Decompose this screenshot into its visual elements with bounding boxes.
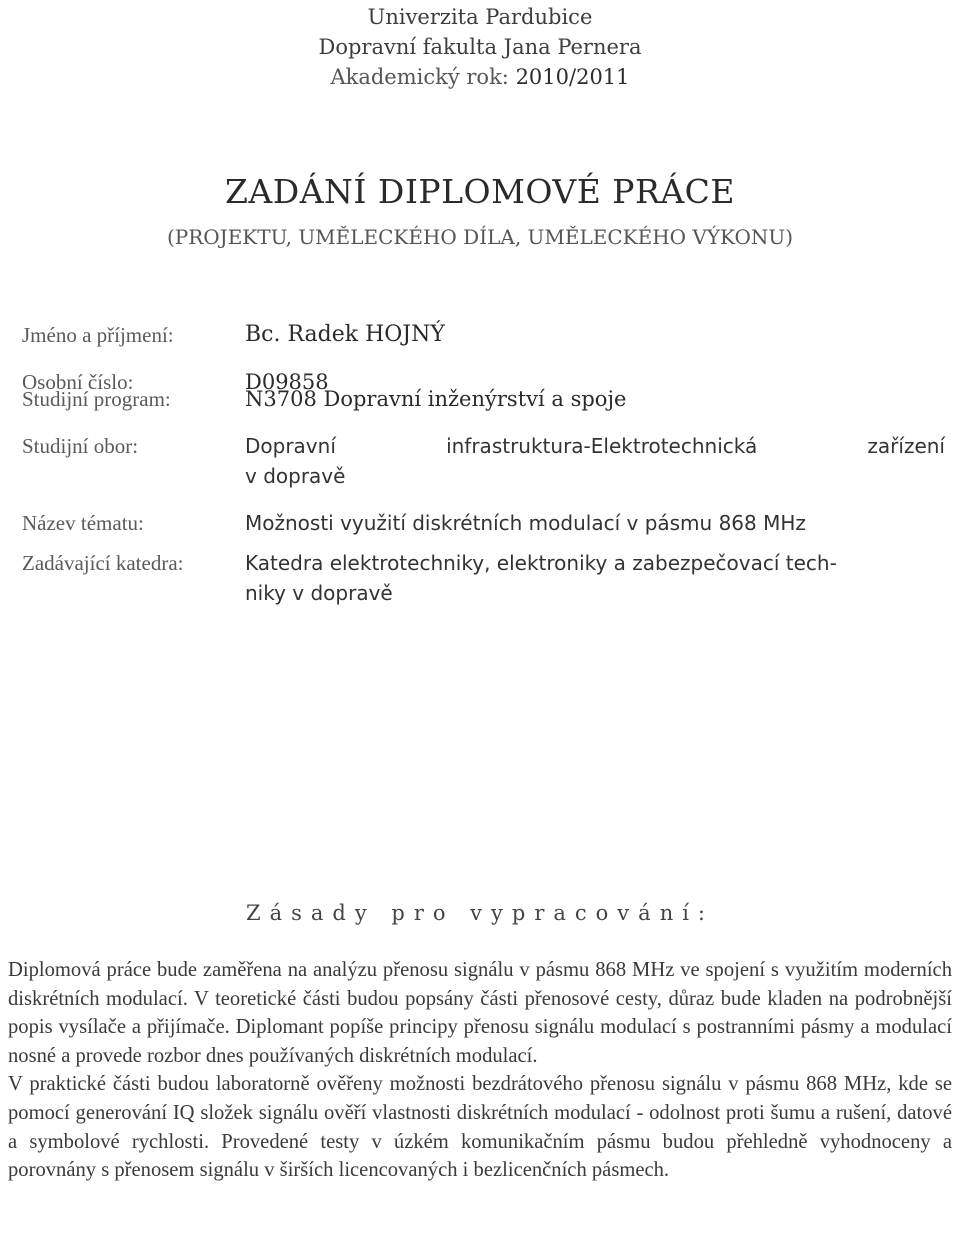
field-id-value: D09858 — [245, 370, 329, 394]
field-id-label: Osobní číslo: — [22, 370, 134, 394]
document-subtitle: (PROJEKTU, UMĚLECKÉHO DÍLA, UMĚLECKÉHO VÝKONU) — [166, 225, 794, 249]
field-obor-line2: v dopravě — [245, 464, 346, 488]
document-title: ZADÁNÍ DIPLOMOVÉ PRÁCE — [224, 172, 735, 211]
guidelines-paragraph-2: V praktické části budou laboratorně ověřeny možnosti bezdrátového přenosu signálu v pásmu 868 MHz, kde se pomocí generování IQ složek signálu ověří vlastnosti diskrétních modulací - odolnost proti šumu a rušení, datové a symbolové rychlosti. Provedené testy v úzkém komunikačním pásmu budou přehledně vyhodnoceny a porovnány s přenosem signálu v širších licencovaných i bezlicenčních pásmech. — [8, 1073, 952, 1182]
field-department-label: Zadávající katedra: — [22, 551, 184, 575]
field-name-label: Jméno a příjmení: — [22, 323, 174, 347]
guidelines-text — [8, 956, 952, 1185]
field-obor-line1 — [245, 431, 945, 461]
university-name: Univerzita Pardubice — [367, 5, 593, 29]
field-program-value: N3708 Dopravní inženýrství a spoje — [245, 387, 627, 411]
field-department-line1: Katedra elektrotechniky, elektroniky a zabezpečovací tech- — [245, 551, 837, 575]
field-topic-value: Možnosti využití diskrétních modulací v pásmu 868 MHz — [245, 511, 806, 535]
field-name-value: Bc. Radek HOJNÝ — [245, 322, 445, 347]
field-obor-word3: zařízení — [867, 434, 945, 458]
guidelines-paragraph-1: Diplomová práce bude zaměřena na analýzu přenosu signálu v pásmu 868 MHz ve spojení s využitím moderních diskrétních modulací. V teoretické části budou popsány části přenosové cesty, důraz bude kladen na podrobnější popis vysílače a přijímače. Diplomant popíše principy přenosu signálu modulací s postranními pásmy a modulací nosné a provede rozbor dnes používaných diskrétních modulací. — [8, 959, 952, 1067]
guidelines-heading: Zásady pro vypracování: — [245, 901, 715, 925]
field-program-label: Studijní program: — [22, 387, 171, 411]
field-topic-label: Název tématu: — [22, 511, 144, 535]
field-department-value — [245, 548, 945, 608]
faculty-name: Dopravní fakulta Jana Pernera — [318, 35, 642, 59]
academic-year-value: 2010/2011 — [515, 65, 630, 89]
field-obor-label: Studijní obor: — [22, 434, 139, 458]
academic-year — [0, 62, 960, 92]
institution-header — [0, 2, 960, 92]
field-obor-value — [245, 431, 945, 491]
academic-year-label: Akademický rok: — [330, 65, 509, 89]
field-obor-word2: infrastruktura-Elektrotechnická — [446, 434, 758, 458]
field-obor-word1: Dopravní — [245, 434, 336, 458]
field-department-line2: niky v dopravě — [245, 581, 393, 605]
